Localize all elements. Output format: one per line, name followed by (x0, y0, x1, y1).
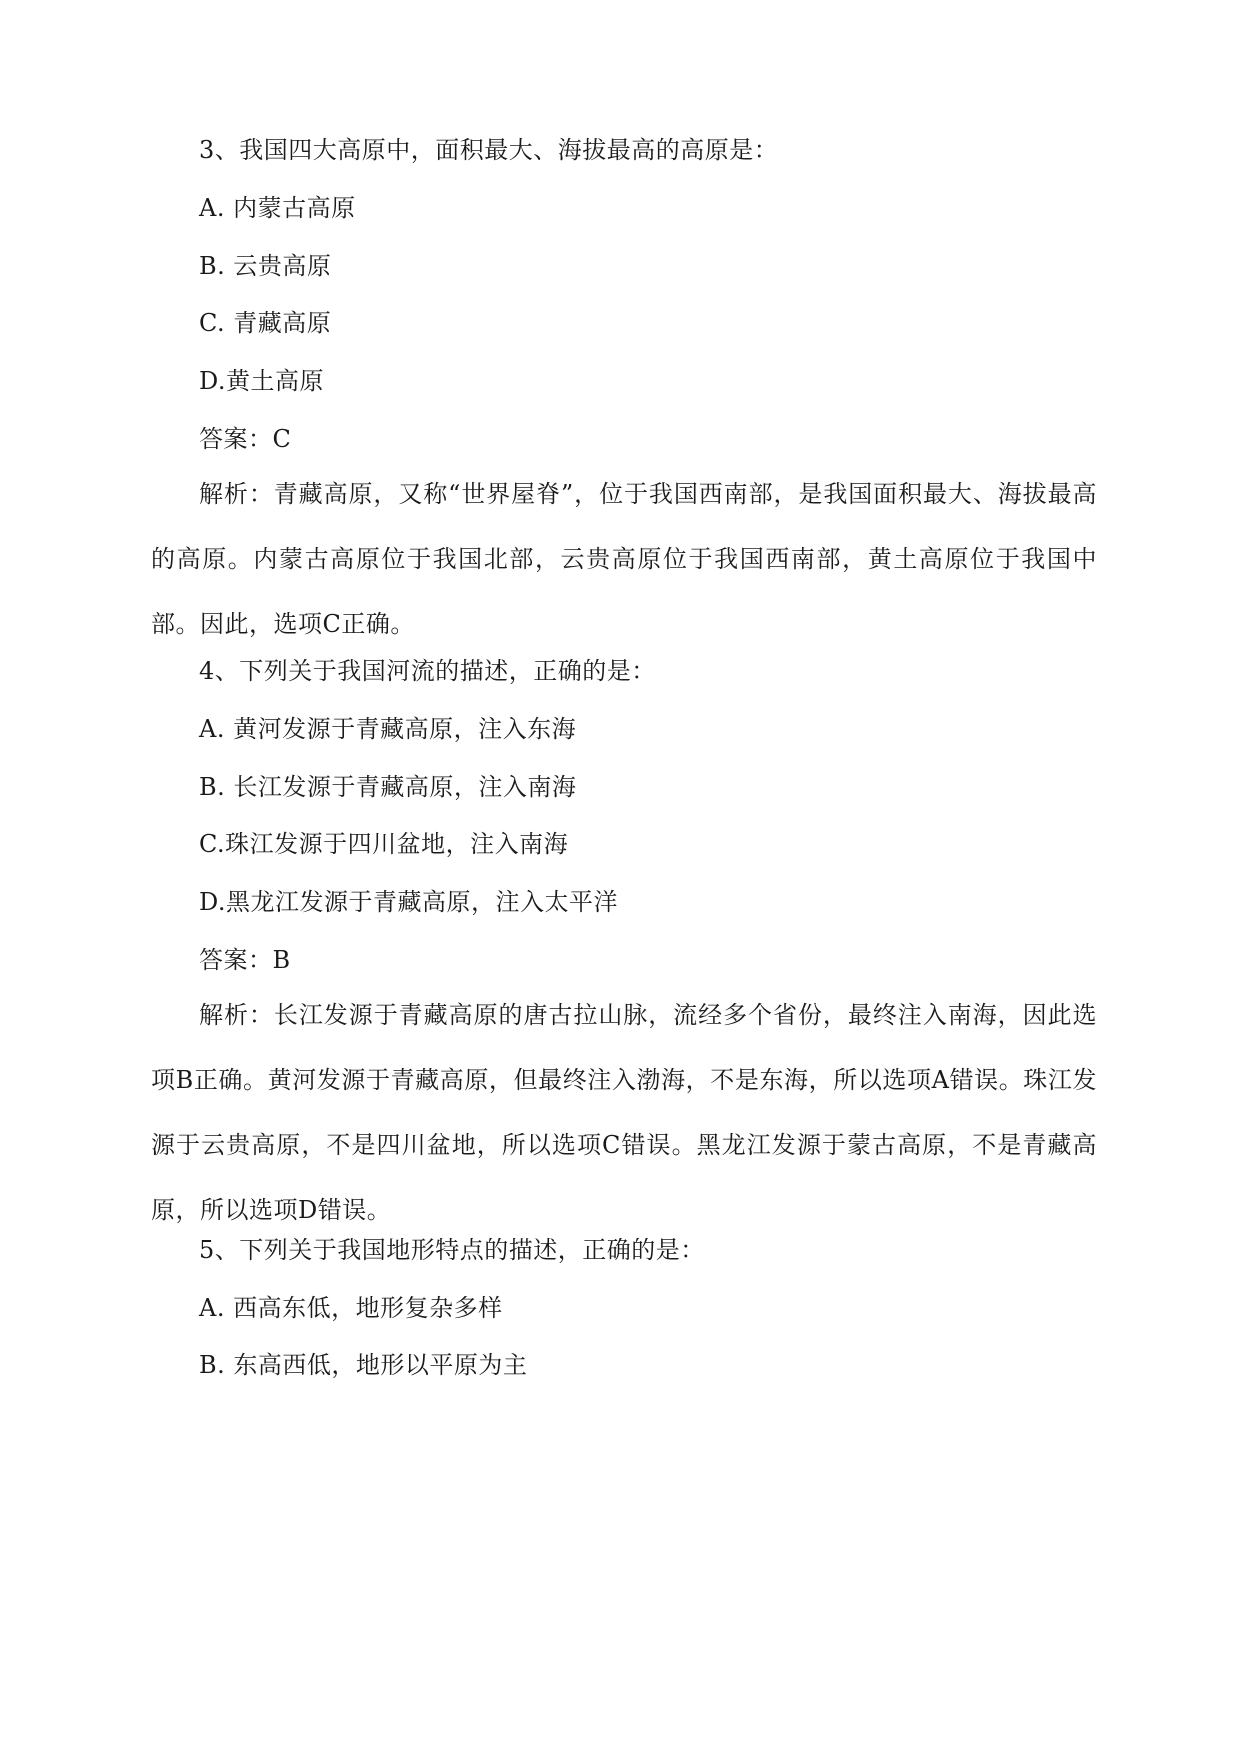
question-4-option-b: B. 长江发源于青藏高原，注入南海 (199, 773, 577, 801)
question-4-option-d: D.黑龙江发源于青藏高原，注入太平洋 (199, 888, 619, 916)
question-3-option-b: B. 云贵高原 (199, 252, 332, 280)
question-5-stem: 5、下列关于我国地形特点的描述，正确的是： (199, 1236, 705, 1264)
question-5-option-b: B. 东高西低，地形以平原为主 (199, 1351, 528, 1379)
question-4-option-a: A. 黄河发源于青藏高原，注入东海 (199, 715, 577, 743)
question-3-option-a: A. 内蒙古高原 (199, 194, 356, 222)
question-3-analysis: 解析：青藏高原，又称“世界屋脊”，位于我国西南部，是我国面积最大、海拔最高的高原。内蒙古高原位于我国北部，云贵高原位于我国西南部，黄土高原位于我国中部。因此，选项C正确。 (151, 480, 1097, 638)
question-5-option-a: A. 西高东低，地形复杂多样 (199, 1294, 503, 1322)
question-3-answer: 答案：C (199, 425, 292, 453)
question-3-option-d: D.黄土高原 (199, 367, 325, 395)
question-3-option-c: C. 青藏高原 (199, 309, 332, 337)
question-4-answer: 答案：B (199, 946, 291, 974)
question-3-stem: 3、我国四大高原中，面积最大、海拔最高的高原是： (199, 136, 779, 164)
question-4-stem: 4、下列关于我国河流的描述，正确的是： (199, 657, 656, 685)
question-4-option-c: C.珠江发源于四川盆地，注入南海 (199, 830, 569, 858)
question-4-analysis: 解析：长江发源于青藏高原的唐古拉山脉，流经多个省份，最终注入南海，因此选项B正确。黄河发源于青藏高原，但最终注入渤海，不是东海，所以选项A错误。珠江发源于云贵高原，不是四川盆地，所以选项C错误。黑龙江发源于蒙古高原，不是青藏高原，所以选项D错误。 (151, 1001, 1097, 1224)
